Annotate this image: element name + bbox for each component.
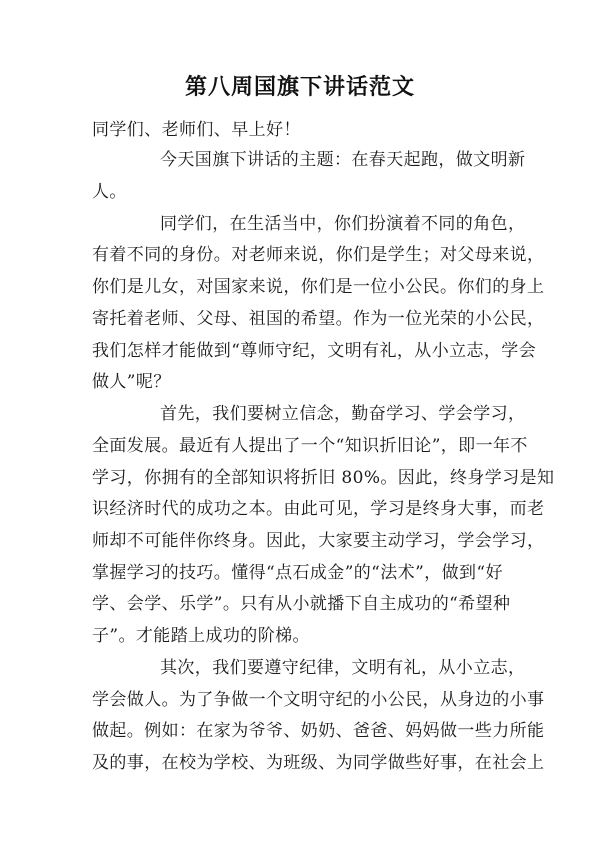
paragraph-line: 人。 xyxy=(92,182,127,202)
paragraph-line: 我们怎样才能做到“尊师守纪，文明有礼，从小立志，学会 xyxy=(92,341,537,361)
paragraph-line: 有着不同的身份。对老师来说，你们是学生；对父母来说， xyxy=(92,245,545,265)
paragraph-line: 子”。才能踏上成功的阶梯。 xyxy=(92,626,310,646)
paragraph-line: 学会做人。为了争做一个文明守纪的小公民，从身边的小事 xyxy=(92,690,545,710)
paragraph-line: 其次，我们要遵守纪律，文明有礼，从小立志， xyxy=(160,658,526,678)
paragraph-line: 首先，我们要树立信念，勤奋学习、学会学习， xyxy=(160,404,526,424)
paragraph-line: 今天国旗下讲话的主题：在春天起跑，做文明新 xyxy=(160,150,526,170)
paragraph-line: 掌握学习的技巧。懂得“点石成金”的“法术”，做到“好 xyxy=(92,563,503,583)
paragraph-line: 寄托着老师、父母、祖国的希望。作为一位光荣的小公民， xyxy=(92,309,545,329)
paragraph-line: 全面发展。最近有人提出了一个“知识折旧论”，即一年不 xyxy=(92,436,528,456)
paragraph-line: 师却不可能伴你终身。因此，大家要主动学习，学会学习， xyxy=(92,531,545,551)
paragraph-line: 做起。例如：在家为爷爷、奶奶、爸爸、妈妈做一些力所能 xyxy=(92,721,545,741)
paragraph-line: 及的事，在校为学校、为班级、为同学做些好事，在社会上 xyxy=(92,753,545,773)
paragraph-line: 识经济时代的成功之本。由此可见，学习是终身大事，而老 xyxy=(92,499,545,519)
paragraph-line: 做人”呢？ xyxy=(92,372,171,392)
paragraph-line: 学、会学、乐学”。只有从小就播下自主成功的“希望种 xyxy=(92,594,511,614)
paragraph-line: 你们是儿女，对国家来说，你们是一位小公民。你们的身上 xyxy=(92,277,545,297)
document-title: 第八周国旗下讲话范文 xyxy=(184,75,415,100)
greeting-line: 同学们、老师们、早上好！ xyxy=(92,120,301,140)
paragraph-line: 学习，你拥有的全部知识将折旧 80%。因此，终身学习是知 xyxy=(92,468,555,488)
paragraph-line: 同学们，在生活当中，你们扮演着不同的角色， xyxy=(160,214,526,234)
